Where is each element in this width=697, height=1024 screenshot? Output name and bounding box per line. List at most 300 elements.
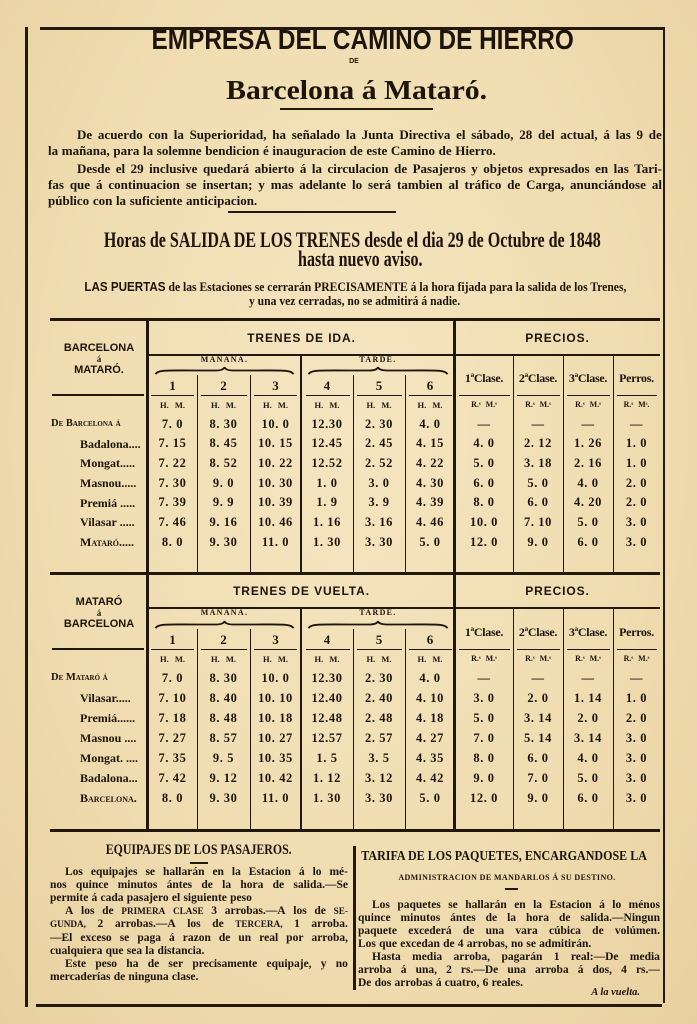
parcels-title-text: TARIFA DE LOS PAQUETES, ENCARGANDOSE LA: [361, 849, 647, 864]
word: de: [212, 918, 224, 931]
word: minutos: [117, 878, 158, 891]
word: lo: [612, 898, 622, 911]
header-rule: [459, 649, 510, 650]
word: sábado,: [471, 127, 514, 142]
word: insertan;: [202, 177, 253, 192]
word: no: [510, 937, 524, 950]
table-rule: [52, 394, 144, 396]
word: á: [298, 865, 305, 878]
time-unit: H. M.: [159, 399, 185, 410]
departure-time: 2. 40: [365, 690, 393, 705]
fare-price: 3. 0: [625, 515, 648, 530]
price-unit: R.ˢ M.ˢ: [575, 654, 601, 663]
fare-price: 3. 0: [625, 730, 648, 745]
text-line: [48, 177, 662, 193]
word: continuacion: [108, 177, 180, 192]
price-class-header: 3ªClase.: [568, 371, 608, 385]
company-title: [0, 26, 697, 54]
departure-time: 8. 57: [209, 730, 238, 745]
time-unit: H. M.: [210, 399, 236, 410]
header-rule: [617, 649, 657, 650]
station-label: Mongat. ....: [80, 751, 138, 765]
price-unit: R.ˢ M.ˢ: [623, 654, 650, 663]
text-line: [77, 161, 662, 177]
fare-price: —: [581, 670, 595, 685]
word: 4: [457, 937, 464, 950]
fare-price: 2. 0: [625, 495, 648, 510]
word: la: [311, 161, 322, 176]
text-line: [50, 932, 348, 945]
train-number: 4: [323, 378, 331, 393]
fare-price: 5. 14: [524, 730, 552, 745]
word: arroba: [534, 963, 569, 976]
word: del: [538, 127, 555, 142]
word: de: [102, 905, 114, 918]
departure-time: 12.57: [311, 730, 343, 745]
word: equipajes: [90, 865, 138, 878]
word: pasajero: [126, 891, 169, 904]
word: el: [456, 127, 466, 142]
word: bendicion: [205, 143, 260, 158]
station-label: Vilasar.....: [80, 691, 131, 705]
column-rule: [250, 629, 251, 830]
parcels-text: [358, 899, 660, 990]
column-rule: [563, 355, 564, 573]
departure-time: 4. 30: [416, 475, 444, 490]
word: quince: [75, 878, 109, 891]
departure-time: 4. 42: [416, 770, 444, 785]
departure-time: 3. 0: [368, 475, 390, 490]
section-divider: [228, 211, 396, 213]
schedule-subheading-text: hasta nuevo aviso.: [297, 246, 423, 271]
word: la: [145, 944, 155, 957]
price-unit: R.ˢ M.ˢ: [525, 654, 551, 663]
word: la: [48, 143, 59, 158]
title-connector: [0, 58, 697, 66]
departure-time: 7. 15: [158, 436, 187, 451]
departure-time: 7. 22: [158, 455, 187, 470]
word: de: [507, 177, 521, 192]
train-number: 2: [220, 378, 227, 393]
word: se: [119, 931, 130, 944]
route-label: [50, 574, 148, 650]
departure-time: 8. 48: [209, 710, 238, 725]
word: TERCERA,: [235, 919, 283, 930]
word: mañana,: [61, 143, 110, 158]
word: se: [145, 865, 156, 878]
word: la: [143, 143, 154, 158]
station-label: Vilasar .....: [80, 515, 135, 530]
company-title-text: EMPRESA DEL CAMINO DE HIERRO: [151, 24, 575, 55]
word: á: [577, 963, 584, 976]
departure-time: 12.52: [311, 455, 343, 470]
departure-time: 9. 12: [209, 770, 238, 785]
intro-paragraph: [48, 127, 662, 159]
header-rule: [306, 395, 350, 396]
word: ha: [272, 127, 286, 142]
departure-time: 9. 0: [212, 475, 235, 490]
word: en: [595, 161, 609, 176]
word: lo: [312, 865, 322, 878]
table-rule: [52, 648, 144, 650]
train-number: 2: [220, 632, 227, 647]
word: por: [286, 931, 304, 944]
frame-bottom-rule: [36, 1004, 662, 1007]
departure-time: 3. 9: [368, 495, 390, 510]
header-rule: [306, 649, 350, 650]
word: siguiente: [183, 891, 227, 904]
text-line: [358, 925, 660, 938]
word: De: [77, 127, 93, 142]
word: á: [299, 161, 307, 176]
column-rule: [197, 375, 198, 573]
word: público: [48, 193, 90, 208]
outbound-timetable: [50, 320, 660, 573]
word: excedan: [400, 937, 440, 950]
word: la: [115, 193, 127, 208]
departure-time: 10. 35: [258, 750, 293, 765]
departure-time: 1. 0: [316, 475, 338, 490]
word: señalado: [291, 127, 341, 142]
word: acuerdo: [97, 127, 143, 142]
header-rule: [517, 649, 560, 650]
route-title-text: Barcelona á Mataró.: [226, 75, 488, 105]
word: una,: [415, 963, 437, 976]
time-unit: H. M.: [366, 399, 392, 410]
price-unit: R.ˢ M.ˢ: [575, 400, 601, 409]
word: cualquiera: [50, 944, 103, 957]
header-rule: [617, 395, 657, 396]
departure-time: 12.40: [311, 690, 343, 705]
route-origin: MATARÓ: [75, 595, 123, 608]
departure-time: 10. 10: [258, 690, 293, 705]
fare-price: 1. 0: [625, 436, 648, 451]
departure-time: 10. 18: [258, 710, 293, 725]
departure-time: 4. 27: [416, 730, 444, 745]
departure-time: 3. 12: [365, 770, 393, 785]
word: precisamente: [192, 957, 258, 970]
price-unit: R.ˢ M.ˢ: [471, 400, 497, 409]
departure-time: 7. 0: [161, 670, 184, 685]
station-label: Masnou.....: [80, 475, 137, 490]
column-rule: [353, 629, 354, 830]
word: en: [514, 898, 526, 911]
word: los: [187, 918, 201, 931]
train-number: 5: [375, 632, 383, 647]
parcels-title-dash: [505, 888, 518, 890]
departure-time: 8. 0: [161, 790, 184, 805]
word: arroba.: [311, 918, 348, 931]
afternoon-header: [301, 355, 455, 375]
departure-time: 10. 0: [261, 670, 290, 685]
word: á: [400, 963, 407, 976]
departure-time: 12.45: [311, 436, 343, 451]
word: de: [485, 911, 498, 924]
notice-emphasis: PRECISAMENTE: [313, 280, 408, 294]
word: arrobas.—A: [224, 905, 286, 918]
word: ser: [168, 957, 184, 970]
departure-time: 7. 27: [158, 730, 187, 745]
departure-time: 10. 15: [258, 436, 293, 451]
fare-price: 4. 20: [574, 495, 602, 510]
word: la: [231, 865, 241, 878]
word: de: [147, 957, 160, 970]
fare-price: 4. 0: [577, 750, 599, 765]
departure-time: 3. 16: [365, 515, 393, 530]
doors-notice-line: [84, 281, 626, 294]
word: hallarán: [465, 898, 507, 911]
fare-price: 5. 0: [577, 515, 599, 530]
word: las: [615, 127, 631, 142]
header-rule: [357, 649, 402, 650]
word: Los: [372, 898, 390, 911]
departure-time: 1. 12: [313, 770, 341, 785]
word: se: [448, 898, 458, 911]
word: la: [222, 878, 232, 891]
departure-time: 11. 0: [261, 790, 290, 805]
word: —El: [50, 931, 73, 944]
fare-price: 1. 0: [625, 455, 648, 470]
departure-time: 2. 52: [365, 455, 393, 470]
departure-time: 7. 0: [161, 416, 184, 431]
text-line: [50, 971, 348, 984]
departure-time: 9. 30: [209, 534, 238, 549]
word: una: [485, 924, 505, 937]
word: y: [320, 957, 327, 970]
word: arrobas,: [466, 937, 508, 950]
schedule-heading-text: Horas de SALIDA DE LOS TRENES desde el dia 29 de Octubre de 1848: [103, 227, 601, 252]
word: de: [113, 971, 126, 984]
price-class-header: 1ªClase.: [464, 624, 504, 639]
word: de: [218, 931, 231, 944]
word: tambien: [397, 177, 443, 192]
word: hallarán: [162, 865, 205, 878]
word: de: [443, 937, 455, 950]
header-rule: [357, 395, 402, 396]
fare-price: 12. 0: [470, 534, 498, 549]
word: minutos: [400, 911, 441, 924]
word: á: [603, 127, 610, 142]
fare-price: 5. 0: [473, 455, 495, 470]
header-rule: [151, 649, 194, 650]
fare-price: 6. 0: [473, 475, 495, 490]
word: Superioridad,: [189, 127, 267, 142]
baggage-paragraph: [50, 866, 348, 906]
word: se: [526, 937, 536, 950]
return-timetable: [50, 574, 660, 830]
word: para: [113, 143, 140, 158]
continued-note: A la vuelta.: [591, 987, 640, 998]
header-rule: [409, 649, 452, 650]
word: de: [592, 924, 604, 937]
departure-time: 1. 9: [316, 495, 338, 510]
station-label: Premiá .....: [80, 495, 136, 510]
notice-text: á la hora fijada para la salida de los Trenes,: [407, 280, 626, 294]
departure-time: 7. 39: [158, 495, 187, 510]
fare-price: 2. 0: [625, 710, 648, 725]
parcels-subtitle: [107, 873, 697, 882]
fare-price: 2. 0: [527, 690, 549, 705]
word: la: [173, 127, 184, 142]
word: expresados: [528, 161, 590, 176]
departure-time: 8. 30: [209, 670, 238, 685]
word: Este: [65, 957, 87, 970]
fare-price: 6. 0: [577, 534, 599, 549]
word: mercaderías: [50, 971, 111, 984]
word: Junta: [361, 127, 394, 142]
departure-time: 1. 5: [316, 750, 338, 765]
fare-price: —: [477, 416, 491, 431]
word: de: [438, 143, 452, 158]
departure-time: 7. 42: [158, 770, 187, 785]
fare-price: 2. 16: [574, 455, 602, 470]
word: peso: [230, 891, 252, 904]
fare-price: 1. 0: [625, 690, 648, 705]
schedule-subheading: [0, 248, 697, 270]
train-number: 5: [375, 378, 383, 393]
station-label: De Barcelona á: [51, 417, 121, 429]
word: hora: [240, 878, 264, 891]
word: nos: [50, 878, 67, 891]
fare-price: 8. 0: [473, 750, 495, 765]
fare-price: 3. 0: [625, 750, 648, 765]
word: este: [366, 143, 388, 158]
fare-price: 4. 0: [577, 475, 599, 490]
word: 29: [130, 161, 144, 176]
afternoon-header: [301, 608, 455, 629]
text-line: [48, 143, 662, 159]
train-number: 1: [169, 378, 176, 393]
word: Pasajeros: [412, 161, 466, 176]
table-rule: [50, 829, 660, 832]
doors-notice: [0, 281, 697, 294]
header-rule: [201, 649, 247, 650]
afternoon-label: TARDE.: [359, 608, 397, 617]
column-rule: [197, 629, 198, 830]
price-class-header: 1ªClase.: [464, 371, 504, 385]
word: mas: [270, 177, 294, 192]
text-line: [50, 892, 348, 905]
morning-label: MAÑANA.: [200, 355, 249, 364]
parcels-paragraph: [358, 899, 660, 951]
departure-time: 4. 10: [416, 690, 444, 705]
fare-price: 9. 0: [527, 790, 549, 805]
text-line: [358, 938, 660, 951]
text-line: [358, 912, 660, 925]
price-class-header: 3ªClase.: [568, 624, 608, 639]
departure-time: 8. 0: [161, 534, 184, 549]
fare-price: 10. 0: [470, 515, 498, 530]
text-line: [50, 945, 348, 958]
fare-price: 7. 0: [473, 730, 495, 745]
departure-time: 10. 27: [258, 730, 293, 745]
baggage-paragraph: [50, 905, 348, 958]
departure-time: 2. 57: [365, 730, 393, 745]
departure-time: 7. 10: [158, 690, 187, 705]
word: quedará: [202, 161, 250, 176]
word: solemne: [156, 143, 202, 158]
route-connector: á: [96, 607, 102, 618]
departure-time: 8. 45: [209, 436, 238, 451]
route-connector: á: [96, 353, 102, 364]
price-class-header: 2ªClase.: [518, 371, 558, 385]
price-class-header: Perros.: [619, 624, 654, 639]
word: razon: [182, 931, 211, 944]
word: al: [651, 177, 662, 192]
header-rule: [254, 649, 297, 650]
word: excederá: [408, 924, 452, 937]
word: ántes: [166, 878, 193, 891]
word: cada: [100, 891, 124, 904]
word: vara: [515, 924, 538, 937]
prices-title: PRECIOS.: [525, 584, 590, 598]
word: cuatro,: [444, 976, 480, 989]
word: de: [394, 161, 408, 176]
fare-price: 3. 14: [574, 730, 602, 745]
departure-time: 8. 40: [209, 690, 238, 705]
word: GUNDA,: [50, 919, 86, 930]
word: Camino: [390, 143, 435, 158]
time-unit: H. M.: [262, 399, 288, 410]
station-label: Masnou ....: [80, 731, 137, 745]
header-rule: [567, 395, 610, 396]
word: Hierro.: [455, 143, 496, 158]
column-divider: [353, 846, 356, 990]
departure-time: 4. 18: [416, 710, 444, 725]
fare-price: 2. 12: [524, 436, 552, 451]
word: y: [258, 177, 265, 192]
word: 2: [97, 918, 104, 931]
word: al: [448, 177, 459, 192]
word: paquetes: [397, 898, 441, 911]
fare-price: 5. 0: [577, 770, 599, 785]
fare-price: —: [531, 670, 545, 685]
column-rule: [405, 375, 406, 573]
frame-left-rule: [25, 27, 28, 1007]
word: no: [335, 957, 348, 970]
departure-time: 4. 0: [419, 670, 441, 685]
word: 1: [553, 950, 560, 963]
time-unit: H. M.: [417, 653, 443, 664]
word: de: [314, 905, 326, 918]
departure-time: 7. 35: [158, 750, 187, 765]
word: de: [558, 911, 571, 924]
station-label: Badalona....: [80, 436, 141, 451]
word: de: [201, 878, 213, 891]
word: á: [168, 931, 175, 944]
word: arroba,: [453, 950, 491, 963]
word: de: [648, 127, 662, 142]
text-line: [372, 951, 660, 964]
baggage-paragraph: [50, 958, 348, 984]
time-unit: H. M.: [314, 653, 340, 664]
brace-icon: [154, 620, 295, 629]
title-connector-text: DE: [349, 58, 359, 65]
baggage-text: [50, 866, 348, 985]
word: mé-: [329, 865, 348, 878]
word: se: [185, 177, 197, 192]
train-number: 3: [272, 632, 279, 647]
fare-price: 3. 0: [625, 534, 648, 549]
word: 28: [519, 127, 533, 142]
time-unit: H. M.: [210, 653, 236, 664]
fare-price: 3. 0: [473, 690, 495, 705]
column-rule: [613, 608, 614, 830]
departure-time: 10. 0: [261, 416, 290, 431]
word: paquete: [358, 924, 397, 937]
departure-time: 2. 30: [365, 670, 393, 685]
word: 4: [621, 963, 627, 976]
